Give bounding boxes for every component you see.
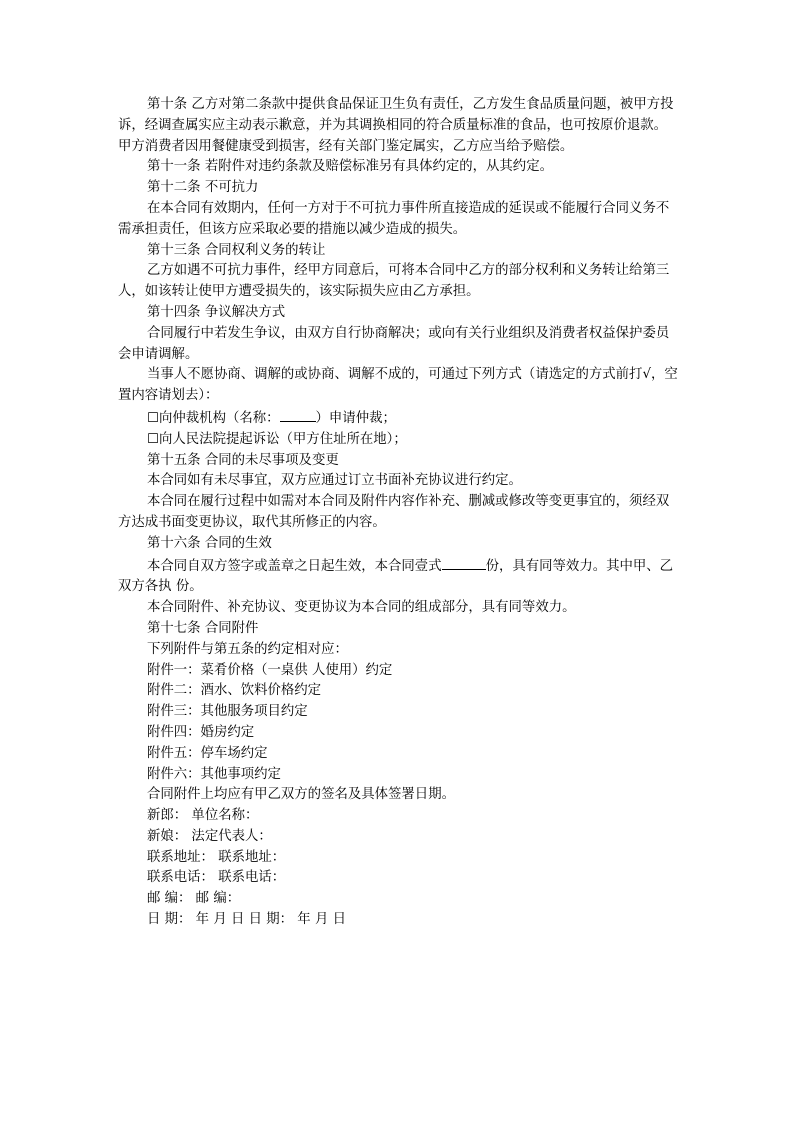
clause-15-heading: 第十五条 合同的未尽事项及变更 [147,452,339,468]
annex-4: 附件四：婚房约定 [147,724,255,740]
arbitration-option-text: ☐向仲裁机构（名称： [147,410,280,426]
clause-17-intro: 下列附件与第五条的约定相对应： [147,641,348,657]
copies-text: 本合同自双方签字或盖章之日起生效，本合同壹式 [147,558,442,574]
clause-11: 第十一条 若附件对违约条款及赔偿标准另有具体约定的，从其约定。 [147,159,553,175]
arbitration-name-blank [280,407,316,422]
clause-16-text-1 [118,555,678,599]
copies-text-suffix: 份，具有同等效力。其中甲、乙双方各执 份。 [118,558,674,595]
annex-5: 附件五：停车场约定 [147,745,268,761]
signature-row-postcode: 邮 编： 邮 编： [147,891,241,907]
clause-15-text-1: 本合同如有未尽事宜，双方应通过订立书面补充协议进行约定。 [147,473,522,489]
clause-16-text-2: 本合同附件、补充协议、变更协议为本合同的组成部分，具有同等效力。 [147,600,576,616]
annex-signature-note: 合同附件上均应有甲乙双方的签名及具体签署日期。 [147,787,455,803]
clause-10: 第十条 乙方对第二条款中提供食品保证卫生负有责任，乙方发生食品质量问题，被甲方投诉，经调查属实应主动表示歉意，并为其调换相同的符合质量标准的食品，也可按原价退款。甲方消费者因用餐健康受到损害，经有关部门鉴定属实，乙方应当给予赔偿。 [118,97,674,154]
clause-17-heading: 第十七条 合同附件 [147,620,259,636]
annex-6: 附件六：其他事项约定 [147,766,281,782]
clause-12-text: 在本合同有效期内，任何一方对于不可抗力事件所直接造成的延误或不能履行合同义务不需承担责任，但该方应采取必要的措施以减少造成的损失。 [118,200,670,237]
contract-body [118,95,678,931]
clause-12-heading: 第十二条 不可抗力 [147,180,259,196]
clause-14-heading: 第十四条 争议解决方式 [147,304,286,320]
signature-row-phone: 联系电话： 联系电话： [147,870,286,886]
clause-13-heading: 第十三条 合同权利义务的转让 [147,242,326,258]
clause-13-text: 乙方如遇不可抗力事件，经甲方同意后，可将本合同中乙方的部分权利和义务转让给第三人，如该转让使甲方遭受损失的，该实际损失应由乙方承担。 [118,263,670,300]
clause-14-text: 合同履行中若发生争议，由双方自行协商解决；或向有关行业组织及消费者权益保护委员会申请调解。 [118,325,670,362]
signature-row-representative: 新娘： 法定代表人： [147,828,272,844]
dispute-options-intro: 当事人不愿协商、调解的或协商、调解不成的，可通过下列方式（请选定的方式前打√，空置内容请划去）： [118,367,678,404]
clause-16-heading: 第十六条 合同的生效 [147,535,272,551]
annex-1: 附件一：菜肴价格（一桌供 人使用）约定 [147,662,393,678]
arbitration-option-suffix: ）申请仲裁； [315,410,396,426]
signature-row-address: 联系地址： 联系地址： [147,849,286,865]
court-option: ☐向人民法院提起诉讼（甲方住址所在地）； [147,431,407,447]
arbitration-option [118,407,678,430]
annex-2: 附件二：酒水、饮料价格约定 [147,683,322,699]
clause-15-text-2: 本合同在履行过程中如需对本合同及附件内容作补充、删减或修改等变更事宜的，须经双方达成书面变更协议，取代其所修正的内容。 [118,494,670,530]
signature-row-date: 日 期： 年 月 日 日 期： 年 月 日 [147,912,346,928]
signature-row-name: 新郎： 单位名称： [147,808,259,824]
copies-blank [442,555,486,570]
annex-3: 附件三：其他服务项目约定 [147,704,308,720]
